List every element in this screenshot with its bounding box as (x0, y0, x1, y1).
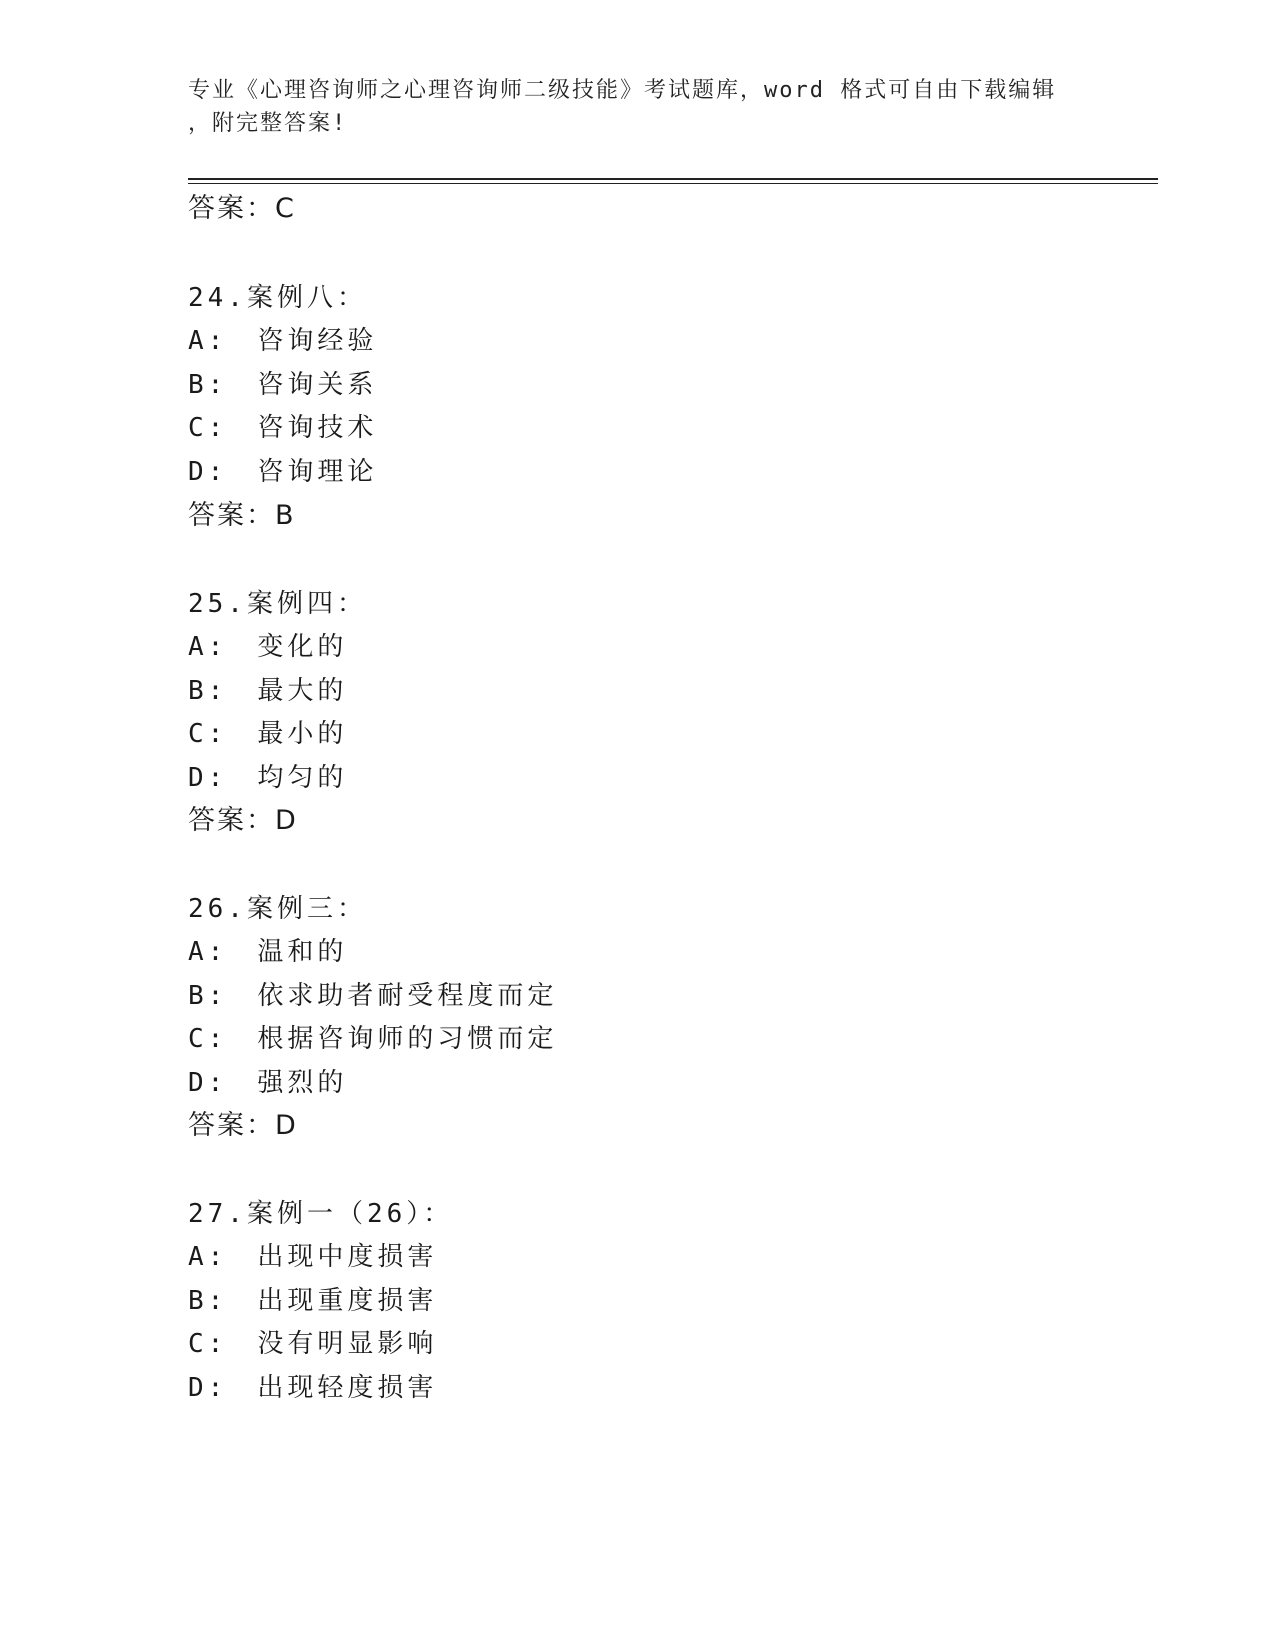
answer-line: 答案：B (188, 500, 296, 531)
option-c (188, 1324, 437, 1364)
answer-line: 答案：D (188, 805, 298, 836)
option-text: 咨询技术 (257, 413, 378, 443)
option-b (188, 671, 347, 711)
option-text: 强烈的 (257, 1068, 348, 1098)
question-stem: 25.案例四： (188, 589, 367, 619)
option-letter: B: (188, 1286, 228, 1316)
header-divider-thick (188, 178, 1158, 180)
answer-line: 答案：C (188, 193, 296, 224)
option-text: 依求助者耐受程度而定 (257, 981, 558, 1011)
option-text: 出现中度损害 (257, 1242, 438, 1272)
question-stem: 24.案例八： (188, 283, 367, 313)
option-text: 咨询关系 (257, 370, 378, 400)
option-c (188, 1019, 557, 1059)
option-text: 变化的 (257, 632, 348, 662)
header-title-line-2: ，附完整答案! (188, 111, 348, 136)
option-text: 咨询经验 (257, 326, 378, 356)
option-letter: D: (188, 1373, 228, 1403)
option-text: 出现轻度损害 (257, 1373, 438, 1403)
answer-line: 答案：D (188, 1110, 298, 1141)
option-letter: A: (188, 632, 228, 662)
option-letter: C: (188, 1024, 228, 1054)
option-b (188, 1281, 437, 1321)
option-text: 根据咨询师的习惯而定 (257, 1024, 558, 1054)
option-letter: C: (188, 413, 228, 443)
option-a (188, 627, 347, 667)
option-text: 咨询理论 (257, 457, 378, 487)
document-header (188, 74, 1068, 140)
question-stem: 27.案例一（26）： (188, 1199, 454, 1229)
option-d (188, 1368, 437, 1408)
option-letter: D: (188, 763, 228, 793)
option-a (188, 932, 347, 972)
option-letter: A: (188, 326, 228, 356)
option-text: 温和的 (257, 937, 348, 967)
option-letter: C: (188, 1329, 228, 1359)
option-letter: B: (188, 676, 228, 706)
option-a (188, 1237, 437, 1277)
option-c (188, 714, 347, 754)
option-d (188, 1063, 347, 1103)
option-letter: A: (188, 1242, 228, 1272)
option-d (188, 758, 347, 798)
option-text: 出现重度损害 (257, 1286, 438, 1316)
option-text: 没有明显影响 (257, 1329, 438, 1359)
option-text: 最大的 (257, 676, 348, 706)
option-letter: D: (188, 457, 228, 487)
option-letter: B: (188, 370, 228, 400)
option-a (188, 321, 377, 361)
option-letter: A: (188, 937, 228, 967)
option-text: 最小的 (257, 719, 348, 749)
option-d (188, 452, 377, 492)
question-stem: 26.案例三： (188, 894, 367, 924)
option-letter: C: (188, 719, 228, 749)
option-letter: D: (188, 1068, 228, 1098)
option-letter: B: (188, 981, 228, 1011)
option-text: 均匀的 (257, 763, 348, 793)
option-b (188, 976, 557, 1016)
option-b (188, 365, 377, 405)
header-divider-thin (188, 183, 1158, 184)
header-title-line-1: 专业《心理咨询师之心理咨询师二级技能》考试题库，word 格式可自由下载编辑 (188, 78, 1057, 103)
option-c (188, 408, 377, 448)
